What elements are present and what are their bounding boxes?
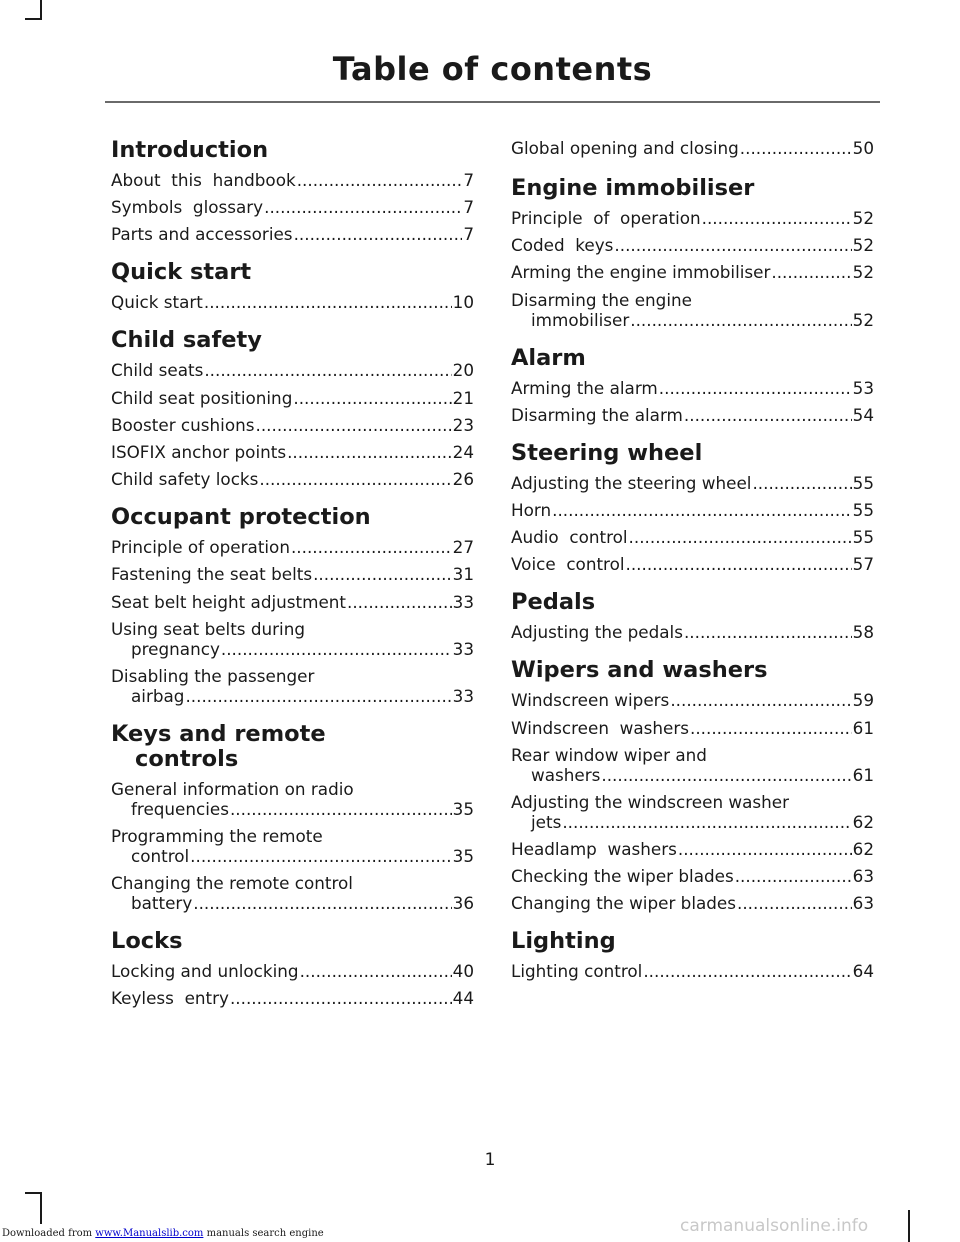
toc-entry[interactable] [111, 619, 474, 659]
toc-leader-dots [659, 378, 852, 398]
toc-entry-title: Changing the wiper blades [511, 893, 736, 914]
toc-entry-page: 35 [452, 798, 474, 819]
toc-leader-dots [702, 208, 852, 228]
toc-entry-page: 57 [852, 554, 874, 575]
toc-leader-dots [287, 442, 452, 462]
toc-section [511, 658, 874, 913]
toc-leader-dots [291, 537, 452, 557]
toc-section-heading [511, 658, 874, 683]
toc-entry-title: Child safety locks [111, 469, 259, 490]
toc-entry-title: Audio control [511, 527, 628, 548]
toc-entry[interactable] [511, 745, 874, 785]
toc-entry-title-line: Disabling the passenger [111, 665, 315, 686]
toc-section [111, 722, 474, 913]
toc-entry[interactable] [111, 415, 474, 435]
toc-entry-title: pregnancy [131, 638, 220, 659]
toc-leader-dots [293, 388, 451, 408]
toc-entry-title: Keyless entry [111, 988, 229, 1009]
toc-entry-page: 62 [852, 811, 874, 832]
toc-entry-page: 31 [452, 564, 474, 585]
toc-entry-title: Lighting control [511, 961, 643, 982]
toc-leader-dots [221, 639, 452, 659]
toc-entry[interactable] [111, 292, 474, 312]
toc-entry-page: 62 [852, 839, 874, 860]
toc-entry-title: Principle of operation [111, 537, 290, 558]
toc-entry-title: airbag [131, 685, 185, 706]
toc-entry-title: control [131, 846, 190, 867]
toc-entry-title: Global opening and closing [511, 138, 739, 158]
toc-entry[interactable] [111, 988, 474, 1008]
toc-entry[interactable] [111, 961, 474, 981]
toc-entry-page: 7 [463, 170, 474, 190]
toc-leader-dots [771, 262, 851, 282]
toc-section [111, 260, 474, 312]
toc-entry-page: 59 [852, 690, 874, 711]
toc-right-sections [511, 176, 874, 981]
toc-leader-dots [300, 961, 452, 981]
toc-section [111, 328, 474, 489]
toc-section-heading-text: Pedals [511, 589, 596, 616]
toc-leader-dots [670, 690, 851, 710]
toc-entry-title: frequencies [131, 798, 229, 819]
crop-mark-bottom-left [40, 1192, 42, 1224]
toc-entry-title-line: Using seat belts during [111, 618, 306, 639]
toc-entry-title: Locking and unlocking [111, 961, 299, 982]
toc-leader-dots [690, 718, 852, 738]
toc-entry[interactable] [111, 873, 474, 913]
toc-entry-title-line: General information on radio [111, 778, 354, 799]
toc-leader-dots [552, 500, 852, 520]
toc-entry-title: ISOFIX anchor points [111, 441, 287, 462]
toc-section-heading-text: Engine immobiliser [511, 175, 755, 201]
toc-entry[interactable] [511, 893, 874, 913]
toc-leader-dots [204, 360, 451, 380]
toc-entry-title: Principle of operation [511, 208, 701, 228]
toc-entry-page: 55 [852, 499, 874, 520]
toc-section-heading [511, 176, 874, 201]
toc-entry-title: immobiliser [531, 309, 630, 330]
crop-mark-bottom-right [908, 1210, 910, 1242]
toc-section-heading-text: Keys and remote [111, 720, 326, 747]
toc-entry[interactable] [511, 839, 874, 859]
toc-entry-title: Checking the wiper blades [511, 866, 734, 887]
toc-leader-dots [185, 686, 451, 706]
toc-section-heading-text: Locks [111, 928, 183, 955]
toc-entry[interactable] [511, 473, 874, 493]
toc-entry[interactable] [111, 592, 474, 612]
toc-entry-page: 52 [852, 262, 874, 283]
toc-entry[interactable] [111, 442, 474, 462]
toc-section [511, 590, 874, 642]
toc-entry-title: Fastening the seat belts [111, 564, 313, 585]
toc-entry-page: 21 [452, 387, 474, 408]
toc-section-heading [511, 441, 874, 466]
toc-entry-title: Voice control [511, 554, 625, 575]
toc-leader-dots [264, 197, 462, 217]
toc-entry-page: 64 [852, 961, 874, 982]
toc-entry[interactable] [511, 866, 874, 886]
toc-leader-dots [684, 622, 852, 642]
toc-entry[interactable] [511, 208, 874, 228]
toc-leader-dots [562, 812, 851, 832]
toc-entry-page: 61 [852, 764, 874, 785]
toc-entry[interactable] [511, 690, 874, 710]
toc-entry[interactable] [511, 718, 874, 738]
toc-entry-page: 61 [852, 717, 874, 738]
toc-leader-dots [740, 138, 852, 158]
toc-entry-title: washers [531, 764, 601, 785]
toc-leader-dots [313, 564, 452, 584]
toc-section-heading-text: Wipers and washers [511, 657, 768, 684]
toc-entry-page: 52 [852, 235, 874, 256]
toc-section-heading [111, 138, 474, 163]
toc-entry[interactable] [511, 622, 874, 642]
toc-section-heading [511, 346, 874, 371]
toc-entry-page: 23 [452, 414, 474, 435]
toc-entry-title: Horn [511, 499, 552, 520]
toc-entry-title: jets [531, 811, 562, 832]
toc-leader-dots [684, 405, 852, 425]
toc-entry-title: Child seat positioning [111, 387, 293, 408]
toc-entry[interactable] [511, 290, 874, 330]
toc-leader-dots [737, 893, 852, 913]
toc-entry[interactable] [511, 235, 874, 255]
page-title: Table of contents [332, 50, 653, 88]
toc-entry-title: Headlamp washers [511, 839, 677, 860]
toc-leader-dots [630, 310, 851, 330]
toc-leader-dots [230, 799, 452, 819]
title-divider [105, 101, 880, 103]
toc-entry-page: 55 [852, 527, 874, 548]
toc-entry-page: 27 [452, 537, 474, 558]
toc-right-column [511, 138, 874, 997]
toc-leader-dots [601, 765, 851, 785]
footer-suffix: manuals search engine [203, 1228, 324, 1239]
toc-entry-title: Quick start [111, 292, 203, 313]
toc-entry-title: Symbols glossary [111, 197, 264, 218]
toc-entry-page: 63 [852, 893, 874, 914]
toc-entry-page: 52 [852, 309, 874, 330]
toc-entry-title-line: Programming the remote [111, 826, 323, 847]
toc-section-heading-text: Alarm [511, 344, 586, 371]
toc-entry-title: Windscreen wipers [511, 690, 670, 711]
toc-entry[interactable] [511, 792, 874, 832]
toc-entry[interactable] [111, 197, 474, 217]
toc-entry[interactable] [111, 564, 474, 584]
toc-leader-dots [259, 469, 451, 489]
toc-entry[interactable] [511, 500, 874, 520]
toc-entry-title: Adjusting the pedals [511, 622, 683, 643]
toc-entry-page: 54 [852, 404, 874, 425]
toc-leader-dots [752, 473, 851, 493]
crop-mark-bottom-left [25, 1192, 42, 1194]
toc-entry-page: 20 [452, 360, 474, 381]
toc-section [111, 505, 474, 706]
toc-entry-title: Child seats [111, 360, 204, 381]
toc-section-heading-text: Quick start [111, 259, 252, 286]
toc-entry[interactable] [511, 262, 874, 282]
download-footer [2, 1228, 324, 1239]
toc-entry-page: 63 [852, 866, 874, 887]
toc-leader-dots [678, 839, 852, 859]
toc-left-column [111, 138, 474, 1024]
toc-entry-page: 58 [852, 622, 874, 643]
toc-leader-dots [626, 554, 852, 574]
toc-entry-page: 33 [452, 685, 474, 706]
toc-section [511, 346, 874, 425]
toc-entry-page: 55 [852, 472, 874, 493]
toc-section-heading [111, 929, 474, 954]
toc-entry-title: Booster cushions [111, 414, 255, 435]
toc-entry[interactable] [111, 170, 474, 190]
toc-leader-dots [193, 893, 451, 913]
toc-entry-title: Disarming the alarm [511, 404, 683, 425]
toc-leader-dots [190, 846, 451, 866]
toc-section-heading [111, 328, 474, 353]
toc-entry[interactable] [511, 961, 874, 981]
toc-entry[interactable] [111, 826, 474, 866]
toc-section-heading-text: Child safety [111, 327, 262, 354]
toc-entry[interactable] [111, 537, 474, 557]
toc-entry-title-line: Rear window wiper and [511, 744, 707, 765]
toc-section [511, 176, 874, 330]
toc-entry[interactable] [511, 138, 874, 158]
toc-entry[interactable] [511, 527, 874, 547]
toc-leader-dots [204, 292, 452, 312]
toc-entry[interactable] [511, 405, 874, 425]
toc-leader-dots [255, 415, 451, 435]
toc-entry-page: 33 [452, 591, 474, 612]
toc-entry-title: Adjusting the steering wheel [511, 472, 752, 493]
toc-entry-title: About this handbook [111, 170, 296, 190]
toc-entry[interactable] [111, 360, 474, 380]
toc-section-heading [511, 929, 874, 954]
toc-entry-page: 35 [452, 846, 474, 867]
toc-section-heading-text: Steering wheel [511, 439, 703, 466]
toc-entry-title: Coded keys [511, 235, 614, 256]
toc-section-heading [111, 260, 474, 285]
toc-leader-dots [614, 235, 851, 255]
toc-entry[interactable] [111, 469, 474, 489]
toc-section-heading-text: Occupant protection [111, 504, 371, 531]
toc-leader-dots [643, 961, 851, 981]
toc-section [511, 929, 874, 981]
crop-mark-top-left [25, 18, 42, 20]
toc-entry-title: battery [131, 893, 193, 914]
toc-section-heading [111, 505, 474, 530]
toc-entry-page: 33 [452, 638, 474, 659]
toc-section-heading-text: Lighting [511, 928, 616, 955]
toc-leader-dots [347, 592, 452, 612]
toc-entry-page: 40 [452, 961, 474, 982]
toc-entry-page: 52 [852, 208, 874, 228]
toc-entry-page: 44 [452, 988, 474, 1009]
toc-entry-title: Windscreen washers [511, 717, 689, 738]
toc-entry-page: 10 [452, 292, 474, 313]
toc-leader-dots [297, 170, 463, 190]
toc-entry[interactable] [511, 378, 874, 398]
toc-entry-title: Arming the engine immobiliser [511, 262, 771, 283]
toc-entry-title: Parts and accessories [111, 224, 293, 245]
page-number: 1 [484, 1150, 496, 1170]
toc-entry-page: 26 [452, 469, 474, 490]
toc-section-heading [511, 590, 874, 615]
toc-entry-title: Arming the alarm [511, 377, 658, 398]
toc-leader-dots [629, 527, 852, 547]
toc-entry[interactable] [111, 666, 474, 706]
toc-leader-dots [294, 224, 463, 244]
footer-link[interactable]: www.Manualslib.com [95, 1228, 204, 1239]
toc-section-heading-continued: controls [135, 745, 239, 772]
footer-prefix: Downloaded from [2, 1228, 96, 1239]
toc-leader-dots [230, 988, 452, 1008]
toc-entry-title-line: Adjusting the windscreen washer [511, 791, 790, 812]
toc-section [111, 929, 474, 1008]
crop-mark-top-left [40, 0, 42, 20]
toc-entry-page: 53 [852, 377, 874, 398]
toc-entry[interactable] [111, 224, 474, 244]
watermark: carmanualsonline.info [680, 1216, 869, 1236]
toc-entry-page: 36 [452, 893, 474, 914]
toc-section-heading [111, 722, 474, 772]
toc-entry-page: 7 [463, 224, 474, 245]
toc-entry[interactable] [511, 554, 874, 574]
toc-section [511, 441, 874, 575]
toc-entry-page: 7 [463, 197, 474, 218]
toc-section-heading-text: Introduction [111, 137, 269, 163]
toc-entry-title-line: Changing the remote control [111, 873, 353, 894]
toc-entry-title: Seat belt height adjustment [111, 591, 346, 612]
toc-entry-page: 50 [852, 138, 874, 158]
toc-entry-page: 24 [452, 441, 474, 462]
toc-leader-dots [735, 866, 852, 886]
toc-entry[interactable] [111, 779, 474, 819]
toc-entry-title-line: Disarming the engine [511, 289, 692, 310]
toc-entry[interactable] [111, 388, 474, 408]
toc-section [111, 138, 474, 244]
